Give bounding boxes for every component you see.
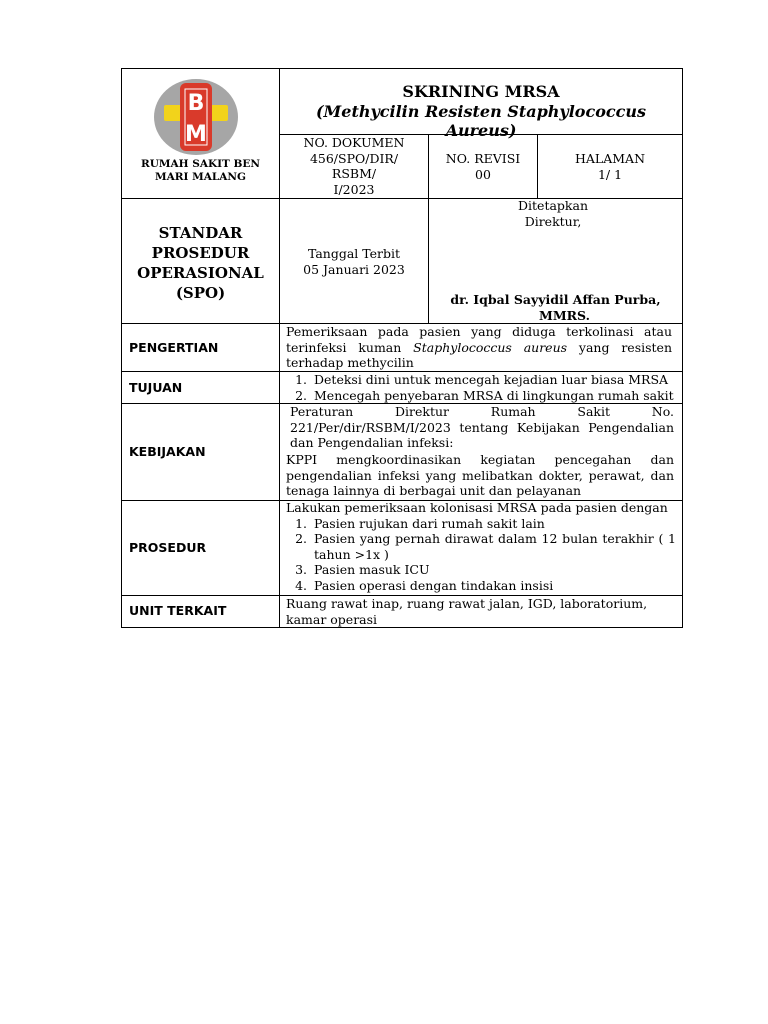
pengertian-label: PENGERTIAN — [129, 340, 219, 355]
issue-date-label: Tanggal Terbit — [307, 246, 401, 261]
spo-title-line: (SPO) — [175, 284, 226, 302]
tujuan-label: TUJUAN — [129, 380, 183, 395]
issue-date-block — [280, 246, 428, 277]
spo-title-line: OPERASIONAL — [137, 264, 264, 282]
document-subtitle: (Methycilin Resisten Staphylococcus Aureus) — [315, 102, 647, 140]
list-item: 1. Deteksi dini untuk mencegah kejadian luar biasa MRSA — [311, 372, 676, 388]
issue-date: 05 Januari 2023 — [303, 261, 405, 277]
list-item: 4. Pasien operasi dengan tindakan insisi — [311, 578, 676, 594]
pengertian-text-italic: Staphylococcus aureus — [413, 339, 568, 355]
approved-label: Ditetapkan — [518, 198, 588, 213]
revision-label: NO. REVISI — [445, 151, 521, 166]
spo-title — [122, 223, 279, 303]
doc-number — [280, 135, 428, 197]
spo-title-line: STANDAR — [158, 224, 243, 242]
approver-title: Direktur, — [524, 213, 582, 229]
doc-number-line: I/2023 — [333, 181, 375, 197]
doc-number-line: 456/SPO/DIR/ — [309, 150, 399, 166]
pengertian-text — [286, 324, 672, 371]
approval-block — [483, 198, 623, 229]
page-info — [538, 151, 682, 182]
kebijakan-text: KPPI mengkoordinasikan kegiatan pencegahan dan pengendalian infeksi yang melibatkan dokter, perawat, dan tenaga lainnya di berbagai unit dan pelayanan — [286, 452, 674, 498]
approver-name: dr. Iqbal Sayyidil Affan Purba, — [450, 292, 661, 307]
revision — [429, 151, 537, 182]
doc-number-label: NO. DOKUMEN — [303, 135, 405, 150]
list-item: 2. Pasien yang pernah dirawat dalam 12 bulan terakhir ( 1 tahun >1x ) — [311, 531, 676, 562]
revision-value: 00 — [475, 166, 491, 182]
spo-title-line: PROSEDUR — [151, 244, 250, 262]
list-item: 3. Pasien masuk ICU — [311, 562, 676, 578]
prosedur-content — [286, 500, 676, 593]
kebijakan-label: KEBIJAKAN — [129, 444, 206, 459]
document-title: SKRINING MRSA — [402, 82, 560, 101]
page-label: HALAMAN — [574, 151, 646, 166]
logo-letter-b: B — [187, 91, 205, 116]
doc-number-line: RSBM/ — [331, 166, 377, 181]
page-value: 1/ 1 — [597, 166, 623, 182]
logo-letter-m: M — [185, 122, 207, 147]
tujuan-list — [286, 372, 676, 403]
prosedur-intro: Lakukan pemeriksaan kolonisasi MRSA pada pasien dengan — [286, 500, 668, 515]
pengertian-text-end: yang resisten terhadap methycilin — [286, 339, 673, 370]
approver-degree: MMRS. — [539, 307, 590, 323]
list-item: 1. Pasien rujukan dari rumah sakit lain — [311, 516, 676, 532]
hospital-name: RUMAH SAKIT BEN MARI MALANG — [141, 158, 260, 183]
unit-terkait-text: Ruang rawat inap, ruang rawat jalan, IGD, laboratorium, kamar operasi — [286, 596, 648, 627]
prosedur-label: PROSEDUR — [129, 540, 207, 555]
list-item: 2. Mencegah penyebaran MRSA di lingkungan rumah sakit — [311, 388, 676, 404]
approver-signature — [429, 292, 682, 323]
pengertian-text-start: Pemeriksaan pada pasien yang diduga terkolinasi atau terinfeksi kuman — [286, 324, 672, 355]
unit-terkait-label: UNIT TERKAIT — [129, 603, 227, 618]
kebijakan-policy: Peraturan Direktur Rumah Sakit No. 221/Per/dir/RSBM/I/2023 tentang Kebijakan Pengendalian dan Pengendalian infeksi: — [290, 404, 674, 450]
hospital-logo — [153, 78, 239, 156]
